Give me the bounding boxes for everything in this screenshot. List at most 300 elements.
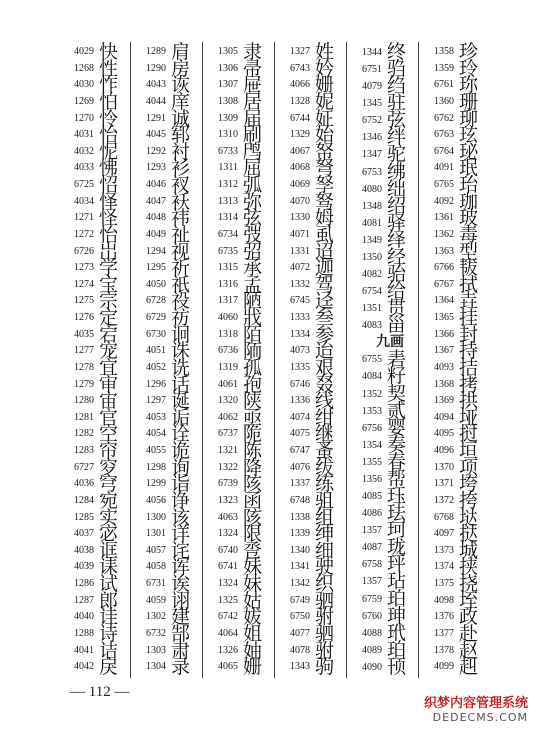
entry-code: 6766 bbox=[434, 262, 454, 274]
entry-character: 珌 bbox=[459, 140, 479, 163]
entry-code: 4098 bbox=[434, 594, 454, 606]
index-column-5 bbox=[352, 41, 428, 678]
index-entry bbox=[208, 656, 284, 679]
entry-character: 宕 bbox=[99, 323, 119, 346]
entry-character: 绎 bbox=[387, 228, 407, 251]
entry-character: 郜 bbox=[171, 622, 191, 645]
entry-code: 1287 bbox=[74, 594, 94, 606]
entry-character: 怡 bbox=[99, 223, 119, 246]
entry-code: 6735 bbox=[218, 245, 238, 257]
entry-code: 1369 bbox=[434, 395, 454, 407]
entry-code: 1300 bbox=[146, 511, 166, 523]
entry-character: 衫 bbox=[171, 157, 191, 180]
entry-character: 珊 bbox=[459, 90, 479, 113]
entry-code: 1281 bbox=[74, 411, 94, 423]
entry-code: 1308 bbox=[218, 95, 238, 107]
watermark-title: 织梦内容管理系统 bbox=[423, 696, 528, 711]
index-entry bbox=[352, 314, 428, 337]
entry-character: 陋 bbox=[243, 290, 263, 313]
entry-code: 6754 bbox=[362, 286, 382, 298]
entry-code: 4069 bbox=[290, 179, 310, 190]
entry-code: 6744 bbox=[290, 112, 310, 124]
column-divider bbox=[274, 42, 275, 678]
entry-code: 6750 bbox=[290, 611, 310, 623]
entry-character: 参 bbox=[315, 323, 335, 346]
entry-code: 1317 bbox=[218, 295, 238, 307]
entry-character: 姆 bbox=[315, 207, 335, 230]
entry-character: 宝 bbox=[99, 273, 119, 296]
entry-code: 6748 bbox=[290, 494, 310, 506]
entry-character: 绉 bbox=[387, 75, 407, 98]
entry-code: 1328 bbox=[290, 95, 310, 107]
entry-code: 6747 bbox=[290, 445, 310, 456]
entry-code: 1311 bbox=[218, 162, 238, 174]
entry-character: 绂 bbox=[315, 456, 335, 479]
entry-code: 4051 bbox=[146, 345, 166, 357]
entry-character: 政 bbox=[459, 606, 479, 629]
entry-code: 4031 bbox=[74, 129, 94, 141]
entry-character: 诙 bbox=[171, 74, 191, 97]
entry-code: 1323 bbox=[218, 494, 238, 506]
entry-character: 骀 bbox=[387, 263, 407, 286]
entry-character: 屉 bbox=[243, 74, 263, 97]
entry-code: 4047 bbox=[146, 195, 166, 207]
entry-code: 1291 bbox=[146, 112, 166, 124]
page-number: — 112 — bbox=[70, 684, 130, 700]
index-column-4 bbox=[280, 41, 356, 679]
entry-character: 姑 bbox=[243, 589, 263, 612]
entry-character: 怍 bbox=[99, 74, 119, 97]
entry-character: 孢 bbox=[243, 373, 263, 396]
entry-code: 4097 bbox=[434, 528, 454, 540]
entry-character: 诇 bbox=[171, 323, 191, 346]
entry-code: 1354 bbox=[362, 439, 382, 451]
entry-code: 1345 bbox=[362, 98, 382, 110]
watermark-url: DEDECMS.COM bbox=[432, 711, 528, 724]
entry-code: 6743 bbox=[290, 62, 310, 74]
entry-code: 1285 bbox=[74, 511, 94, 523]
entry-character: 祈 bbox=[171, 257, 191, 280]
entry-character: 宠 bbox=[99, 340, 119, 363]
entry-character: 挝 bbox=[459, 423, 479, 446]
entry-character: 戕 bbox=[243, 307, 263, 329]
entry-character: 届 bbox=[243, 107, 263, 130]
entry-character: 叕 bbox=[315, 373, 335, 396]
entry-code: 1275 bbox=[74, 295, 94, 307]
entry-code: 1350 bbox=[362, 251, 382, 263]
entry-code: 1361 bbox=[434, 212, 454, 224]
entry-character: 穸 bbox=[99, 456, 119, 479]
entry-code: 1334 bbox=[290, 328, 310, 340]
entry-code: 4058 bbox=[146, 561, 166, 573]
entry-character: 珂 bbox=[387, 519, 407, 542]
entry-character: 官 bbox=[99, 406, 119, 429]
entry-code: 1299 bbox=[146, 478, 166, 490]
entry-character: 契 bbox=[387, 382, 407, 405]
entry-character: 驹 bbox=[315, 656, 335, 679]
entry-code: 6740 bbox=[218, 544, 238, 556]
entry-code: 1343 bbox=[290, 661, 310, 673]
entry-code: 4062 bbox=[218, 411, 238, 423]
entry-code: 4052 bbox=[146, 361, 166, 373]
entry-code: 6741 bbox=[218, 561, 238, 573]
entry-code: 6725 bbox=[74, 179, 94, 190]
entry-code: 4095 bbox=[434, 428, 454, 440]
entry-character: 妭 bbox=[243, 606, 263, 629]
entry-code: 1371 bbox=[434, 478, 454, 490]
entry-code: 6736 bbox=[218, 345, 238, 357]
entry-character: 陈 bbox=[243, 440, 263, 462]
entry-character: 妹 bbox=[243, 556, 263, 579]
entry-character: 珈 bbox=[459, 190, 479, 213]
entry-character: 承 bbox=[243, 257, 263, 280]
entry-code: 4042 bbox=[74, 661, 94, 673]
entry-character: 驸 bbox=[315, 639, 335, 662]
entry-character: 居 bbox=[243, 90, 263, 113]
entry-code: 1276 bbox=[74, 312, 94, 323]
entry-character: 宓 bbox=[99, 523, 119, 546]
entry-code: 1268 bbox=[74, 62, 94, 74]
entry-character: 绌 bbox=[387, 177, 407, 200]
entry-character: 建 bbox=[171, 606, 191, 629]
entry-character: 怩 bbox=[99, 140, 119, 163]
entry-character: 挟 bbox=[459, 556, 479, 579]
entry-code: 4072 bbox=[290, 262, 310, 274]
entry-character: 刷 bbox=[243, 124, 263, 147]
entry-character: 弧 bbox=[243, 174, 263, 196]
entry-character: 垣 bbox=[459, 440, 479, 462]
entry-code: 4083 bbox=[362, 320, 382, 332]
index-column-3 bbox=[208, 41, 284, 679]
entry-code: 4029 bbox=[74, 46, 94, 57]
entry-code: 1337 bbox=[290, 478, 310, 490]
entry-code: 4039 bbox=[74, 561, 94, 573]
entry-character: 穹 bbox=[99, 473, 119, 496]
entry-code: 1359 bbox=[434, 62, 454, 74]
index-column-6 bbox=[424, 41, 500, 679]
entry-code: 1357 bbox=[362, 576, 382, 588]
entry-code: 1319 bbox=[218, 361, 238, 373]
entry-code: 4084 bbox=[362, 371, 382, 383]
entry-character: 垮 bbox=[459, 473, 479, 496]
entry-code: 4065 bbox=[218, 661, 238, 673]
entry-character: 珏 bbox=[387, 485, 407, 508]
entry-character: 珐 bbox=[387, 502, 407, 525]
index-entry bbox=[352, 655, 428, 678]
entry-code: 4030 bbox=[74, 79, 94, 91]
entry-code: 1292 bbox=[146, 145, 166, 157]
entry-character: 珆 bbox=[459, 174, 479, 196]
entry-code: 1312 bbox=[218, 179, 238, 190]
entry-code: 4035 bbox=[74, 328, 94, 340]
entry-code: 4055 bbox=[146, 445, 166, 456]
entry-code: 6758 bbox=[362, 559, 382, 571]
entry-code: 1336 bbox=[290, 395, 310, 407]
entry-character: 隶 bbox=[243, 41, 263, 63]
entry-code: 1356 bbox=[362, 473, 382, 485]
entry-code: 4050 bbox=[146, 278, 166, 290]
entry-character: 驼 bbox=[387, 143, 407, 166]
entry-code: 1373 bbox=[434, 544, 454, 556]
entry-character: 籽 bbox=[387, 365, 407, 388]
entry-code: 1313 bbox=[218, 195, 238, 207]
entry-code: 4061 bbox=[218, 378, 238, 390]
entry-code: 4032 bbox=[74, 145, 94, 157]
entry-character: 怡 bbox=[99, 124, 119, 147]
entry-character: 怪 bbox=[99, 207, 119, 230]
entry-character: 诛 bbox=[171, 340, 191, 363]
entry-code: 1305 bbox=[218, 46, 238, 57]
entry-character: 艰 bbox=[315, 356, 335, 379]
entry-character: 贰 bbox=[387, 399, 407, 422]
entry-character: 岀 bbox=[99, 240, 119, 263]
entry-code: 1367 bbox=[434, 345, 454, 357]
entry-code: 1370 bbox=[434, 461, 454, 473]
entry-code: 6756 bbox=[362, 422, 382, 434]
entry-code: 4081 bbox=[362, 217, 382, 229]
entry-code: 4046 bbox=[146, 179, 166, 190]
entry-character: 诩 bbox=[171, 589, 191, 612]
entry-character: 赵 bbox=[459, 639, 479, 662]
entry-character: 询 bbox=[171, 456, 191, 479]
entry-code: 1288 bbox=[74, 627, 94, 639]
entry-code: 1324 bbox=[218, 578, 238, 589]
entry-code: 6732 bbox=[146, 627, 166, 639]
entry-character: 玲 bbox=[459, 57, 479, 80]
entry-code: 1284 bbox=[74, 494, 94, 506]
entry-code: 4090 bbox=[362, 661, 382, 673]
entry-code: 1366 bbox=[434, 328, 454, 340]
entry-code: 4074 bbox=[290, 411, 310, 423]
entry-code: 1283 bbox=[74, 445, 94, 456]
entry-character: 驷 bbox=[315, 589, 335, 612]
entry-code: 4059 bbox=[146, 594, 166, 606]
entry-code: 1302 bbox=[146, 611, 166, 623]
entry-character: 驻 bbox=[387, 92, 407, 115]
entry-code: 1303 bbox=[146, 644, 166, 656]
entry-character: 怊 bbox=[99, 174, 119, 196]
entry-character: 鸤 bbox=[243, 140, 263, 163]
entry-character: 戾 bbox=[99, 656, 119, 679]
entry-character: 诞 bbox=[171, 390, 191, 413]
entry-code: 4057 bbox=[146, 544, 166, 556]
entry-code: 6730 bbox=[146, 328, 166, 340]
entry-code: 4056 bbox=[146, 494, 166, 506]
entry-code: 4034 bbox=[74, 195, 94, 207]
entry-code: 1341 bbox=[290, 561, 310, 573]
entry-character: 线 bbox=[315, 390, 335, 413]
entry-code: 1362 bbox=[434, 228, 454, 240]
entry-code: 1307 bbox=[218, 79, 238, 91]
entry-code: 1298 bbox=[146, 461, 166, 473]
entry-code: 1368 bbox=[434, 378, 454, 390]
entry-code: 4087 bbox=[362, 542, 382, 554]
entry-code: 6737 bbox=[218, 428, 238, 440]
entry-code: 4043 bbox=[146, 79, 166, 91]
entry-code: 6761 bbox=[434, 79, 454, 91]
entry-code: 1296 bbox=[146, 378, 166, 390]
entry-character: 顸 bbox=[387, 655, 407, 678]
entry-code: 1348 bbox=[362, 200, 382, 212]
entry-code: 1306 bbox=[218, 62, 238, 74]
entry-character: 话 bbox=[171, 373, 191, 396]
entry-character: 玶 bbox=[387, 553, 407, 576]
entry-character: 弢 bbox=[243, 223, 263, 246]
entry-character: 降 bbox=[243, 456, 263, 479]
entry-character: 郎 bbox=[99, 589, 119, 612]
entry-code: 1347 bbox=[362, 149, 382, 161]
entry-code: 4082 bbox=[362, 269, 382, 281]
entry-character: 绀 bbox=[315, 406, 335, 429]
entry-code: 1332 bbox=[290, 278, 310, 290]
entry-code: 4091 bbox=[434, 162, 454, 174]
entry-character: 诨 bbox=[171, 556, 191, 579]
entry-code: 1355 bbox=[362, 456, 382, 468]
entry-character: 性 bbox=[99, 57, 119, 80]
entry-character: 试 bbox=[99, 573, 119, 595]
entry-character: 珉 bbox=[459, 157, 479, 180]
entry-character: 亟 bbox=[243, 406, 263, 429]
entry-code: 1290 bbox=[146, 62, 166, 74]
entry-character: 甾 bbox=[387, 314, 407, 337]
entry-code: 1364 bbox=[434, 295, 454, 307]
entry-code: 1353 bbox=[362, 405, 382, 417]
column-divider bbox=[130, 42, 131, 678]
entry-character: 诧 bbox=[171, 539, 191, 562]
entry-character: 婴 bbox=[387, 416, 407, 439]
entry-character: 诗 bbox=[99, 622, 119, 645]
entry-code: 1279 bbox=[74, 378, 94, 390]
entry-character: 诤 bbox=[171, 489, 191, 512]
entry-code: 6746 bbox=[290, 378, 310, 390]
entry-code: 6742 bbox=[218, 611, 238, 623]
entry-character: 驿 bbox=[387, 211, 407, 234]
entry-code: 6739 bbox=[218, 478, 238, 490]
entry-code: 4033 bbox=[74, 162, 94, 174]
entry-code: 1360 bbox=[434, 95, 454, 107]
entry-code: 1349 bbox=[362, 234, 382, 246]
entry-character: 孥 bbox=[315, 174, 335, 196]
entry-code: 4070 bbox=[290, 195, 310, 207]
entry-character: 珅 bbox=[387, 604, 407, 627]
entry-character: 祎 bbox=[171, 207, 191, 230]
entry-character: 贯 bbox=[387, 297, 407, 320]
entry-character: 定 bbox=[99, 307, 119, 329]
entry-character: 审 bbox=[99, 373, 119, 396]
entry-character: 驽 bbox=[315, 190, 335, 213]
entry-character: 毒 bbox=[459, 223, 479, 246]
entry-character: 姗 bbox=[243, 656, 263, 679]
entry-character: 项 bbox=[459, 456, 479, 479]
entry-code: 1270 bbox=[74, 112, 94, 124]
entry-character: 房 bbox=[171, 57, 191, 80]
entry-character: 诶 bbox=[171, 573, 191, 595]
entry-code: 1351 bbox=[362, 303, 382, 315]
entry-character: 奏 bbox=[387, 433, 407, 456]
entry-code: 4040 bbox=[74, 611, 94, 623]
entry-character: 视 bbox=[171, 240, 191, 263]
entry-character: 绊 bbox=[387, 126, 407, 149]
entry-code: 6767 bbox=[434, 278, 454, 290]
entry-code: 4076 bbox=[290, 461, 310, 473]
entry-code: 6745 bbox=[290, 295, 310, 307]
entry-character: 驵 bbox=[315, 489, 335, 512]
entry-code: 1280 bbox=[74, 395, 94, 407]
entry-code: 4088 bbox=[362, 627, 382, 639]
entry-code: 4079 bbox=[362, 81, 382, 93]
entry-code: 1374 bbox=[434, 561, 454, 573]
entry-character: 陔 bbox=[243, 473, 263, 496]
entry-character: 弦 bbox=[243, 207, 263, 230]
entry-code: 6751 bbox=[362, 64, 382, 76]
entry-code: 1277 bbox=[74, 345, 94, 357]
entry-character: 弩 bbox=[315, 157, 335, 180]
entry-code: 1378 bbox=[434, 644, 454, 656]
entry-code: 6762 bbox=[434, 112, 454, 124]
entry-character: 驸 bbox=[315, 606, 335, 629]
entry-character: 妗 bbox=[315, 57, 335, 80]
entry-character: 诡 bbox=[171, 440, 191, 462]
entry-character: 诔 bbox=[99, 556, 119, 579]
entry-code: 6729 bbox=[146, 312, 166, 323]
entry-code: 6764 bbox=[434, 145, 454, 157]
entry-character: 弨 bbox=[243, 240, 263, 263]
entry-code: 4073 bbox=[290, 345, 310, 357]
entry-character: 限 bbox=[243, 523, 263, 546]
entry-code: 1310 bbox=[218, 129, 238, 141]
entry-character: 怿 bbox=[99, 190, 119, 213]
entry-character: 陕 bbox=[243, 390, 263, 413]
entry-character: 宜 bbox=[99, 356, 119, 379]
entry-character: 垤 bbox=[459, 589, 479, 612]
entry-code: 1318 bbox=[218, 328, 238, 340]
entry-code: 6765 bbox=[434, 179, 454, 190]
entry-code: 4080 bbox=[362, 183, 382, 195]
entry-code: 4064 bbox=[218, 627, 238, 639]
entry-character: 诖 bbox=[99, 606, 119, 629]
entry-character: 帑 bbox=[315, 140, 335, 163]
entry-code: 1352 bbox=[362, 388, 382, 400]
entry-code: 4089 bbox=[362, 644, 382, 656]
entry-character: 叁 bbox=[315, 307, 335, 329]
entry-code: 1330 bbox=[290, 212, 310, 224]
entry-character: 诚 bbox=[171, 107, 191, 130]
entry-character: 绍 bbox=[387, 194, 407, 217]
entry-character: 拱 bbox=[459, 390, 479, 413]
entry-code: 1327 bbox=[290, 46, 310, 57]
entry-character: 宙 bbox=[99, 390, 119, 413]
index-column-2 bbox=[136, 41, 212, 679]
entry-code: 1376 bbox=[434, 611, 454, 623]
entry-code: 6752 bbox=[362, 115, 382, 127]
entry-code: 1273 bbox=[74, 262, 94, 274]
entry-code: 1320 bbox=[218, 395, 238, 407]
entry-code: 1271 bbox=[74, 212, 94, 224]
entry-code: 4036 bbox=[74, 478, 94, 490]
watermark bbox=[424, 692, 528, 724]
entry-character: 姓 bbox=[315, 41, 335, 63]
entry-character: 持 bbox=[459, 340, 479, 363]
entry-code: 1344 bbox=[362, 47, 382, 58]
entry-character: 经 bbox=[387, 245, 407, 268]
entry-code: 1377 bbox=[434, 627, 454, 639]
entry-character: 孤 bbox=[243, 356, 263, 379]
entry-code: 6759 bbox=[362, 593, 382, 605]
entry-character: 妮 bbox=[315, 90, 335, 113]
entry-character: 实 bbox=[99, 506, 119, 529]
entry-character: 迢 bbox=[315, 240, 335, 263]
entry-code: 4071 bbox=[290, 228, 310, 240]
